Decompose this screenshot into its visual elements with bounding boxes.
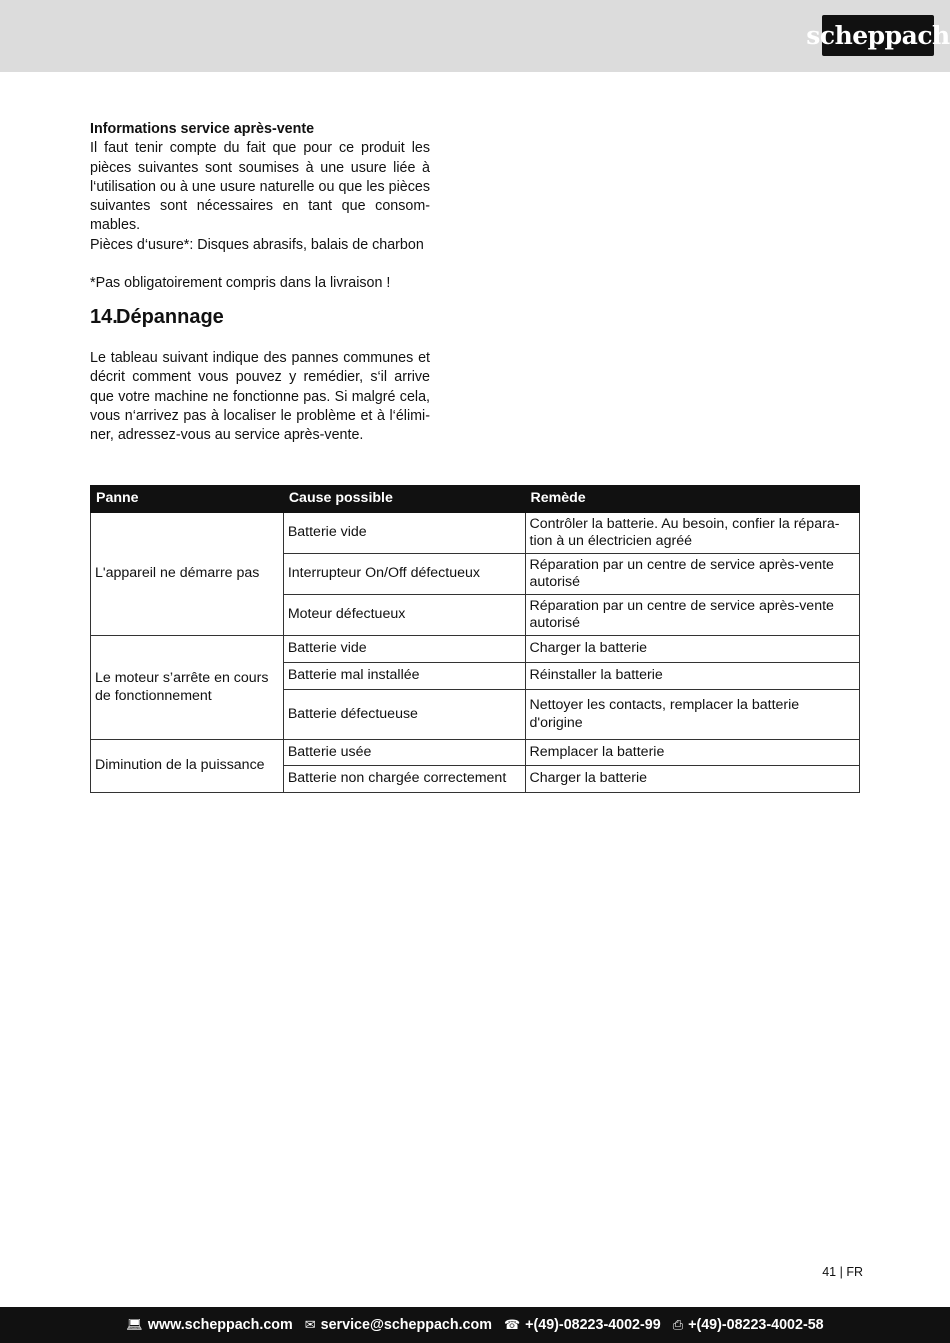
remede-cell: Réparation par un centre de service après-vente autorisé <box>525 595 860 636</box>
computer-icon: 💻︎ <box>126 1317 143 1332</box>
phone-icon: ☎︎ <box>503 1317 521 1332</box>
table-row <box>91 740 860 766</box>
cause-cell: Batterie mal installée <box>283 663 525 690</box>
section-intro: Le tableau suivant indique des pannes communes et décrit comment vous pouvez y remédier, s‘il arrive que votre machine ne fonctionne pas. Si malgré cela, vous n‘arrivez pas à localiser le problème et à l‘élimi-ner, adressez-vous au service après-vente. <box>90 350 430 444</box>
footer-website[interactable] <box>126 1317 292 1333</box>
delivery-note: *Pas obligatoirement compris dans la livraison ! <box>90 275 391 292</box>
remede-cell: Charger la batterie <box>525 766 860 793</box>
cause-cell: Batterie vide <box>283 636 525 663</box>
cause-cell: Batterie non chargée correctement <box>283 766 525 793</box>
remede-cell: Nettoyer les contacts, remplacer la batterie d'origine <box>525 690 860 740</box>
website-link[interactable]: www.scheppach.com <box>147 1317 293 1333</box>
email-link[interactable]: service@scheppach.com <box>320 1317 492 1333</box>
panne-cell: Diminution de la puissance <box>91 740 284 793</box>
cause-cell: Batterie vide <box>283 513 525 554</box>
mail-icon: ✉︎ <box>304 1317 316 1332</box>
service-info-paragraph: Il faut tenir compte du fait que pour ce produit les pièces suivantes sont soumises à une usure liée à l‘utilisation ou à une usure naturelle ou que les pièces suivantes sont nécessaires en tant que consom-mables. <box>90 140 430 234</box>
header-panne: Panne <box>91 486 284 513</box>
table-header-row <box>91 486 860 513</box>
section-title-text: Dépannage <box>116 306 224 328</box>
section-number: 14. <box>90 306 118 328</box>
cause-cell: Moteur défectueux <box>283 595 525 636</box>
remede-cell: Réinstaller la batterie <box>525 663 860 690</box>
panne-cell: L'appareil ne démarre pas <box>91 513 284 636</box>
phone-number[interactable]: +(49)-08223-4002-99 <box>525 1317 661 1333</box>
wear-parts-line: Pièces d‘usure*: Disques abrasifs, balais de charbon <box>90 236 424 253</box>
table-row <box>91 636 860 663</box>
footer-phone[interactable] <box>504 1317 661 1333</box>
troubleshooting-table <box>90 485 860 793</box>
brand-logo: scheppach <box>822 15 934 56</box>
table-row <box>91 513 860 554</box>
remede-cell: Charger la batterie <box>525 636 860 663</box>
remede-cell: Contrôler la batterie. Au besoin, confier la répara-tion à un électricien agréé <box>525 513 860 554</box>
cause-cell: Interrupteur On/Off défectueux <box>283 554 525 595</box>
service-info <box>90 120 430 293</box>
section-title <box>90 306 224 329</box>
footer-bar <box>0 1307 950 1343</box>
footer-fax <box>673 1317 824 1333</box>
cause-cell: Batterie usée <box>283 740 525 766</box>
panne-cell: Le moteur s’arrête en cours de fonctionnement <box>91 636 284 740</box>
fax-number: +(49)-08223-4002-58 <box>688 1317 824 1333</box>
fax-icon: ⎙ <box>672 1317 684 1332</box>
header-remede: Remède <box>525 486 860 513</box>
service-info-heading: Informations service après-vente <box>90 121 315 137</box>
remede-cell: Remplacer la batterie <box>525 740 860 766</box>
header-cause: Cause possible <box>283 486 525 513</box>
footer-email[interactable] <box>305 1317 492 1333</box>
remede-cell: Réparation par un centre de service après-vente autorisé <box>525 554 860 595</box>
page-number: 41 | FR <box>822 1265 863 1279</box>
cause-cell: Batterie défectueuse <box>283 690 525 740</box>
